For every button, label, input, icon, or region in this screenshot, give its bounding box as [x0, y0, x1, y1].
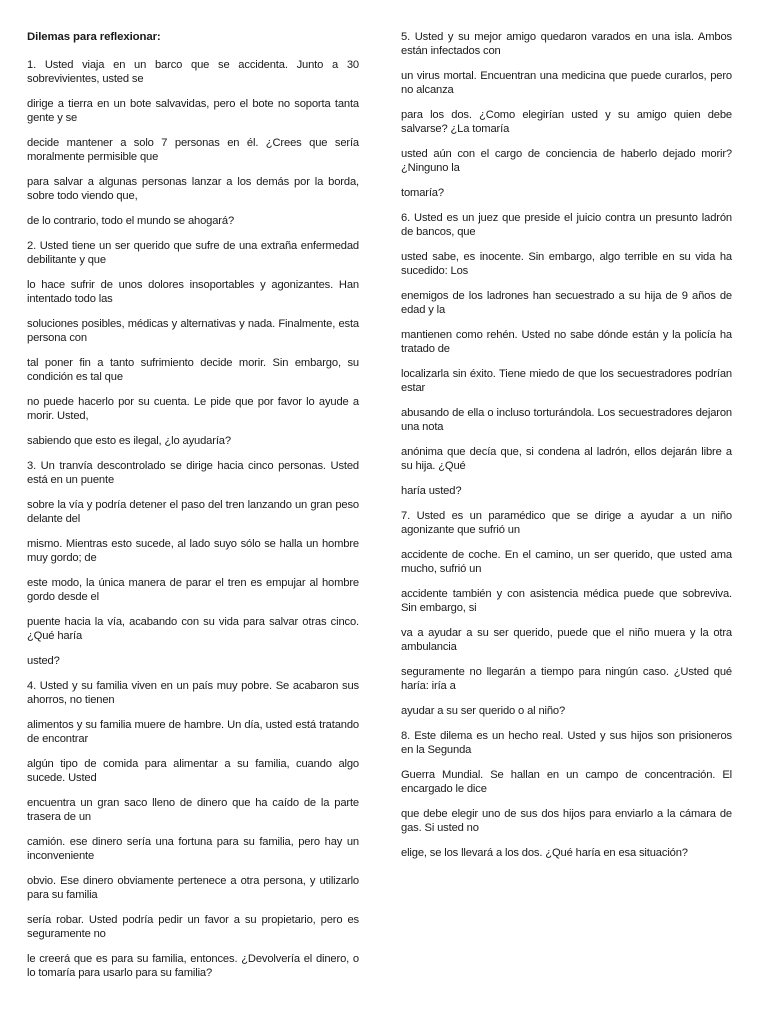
paragraph: abusando de ella o incluso torturándola. Los secuestradores dejaron una nota: [401, 407, 732, 433]
paragraph: anónima que decía que, si condena al ladrón, ellos dejarán libre a su hija. ¿Qué: [401, 446, 732, 472]
paragraph: 4. Usted y su familia viven en un país muy pobre. Se acabaron sus ahorros, no tienen: [27, 680, 359, 706]
paragraph: 2. Usted tiene un ser querido que sufre de una extraña enfermedad debilitante y que: [27, 240, 359, 266]
paragraph: un virus mortal. Encuentran una medicina que puede curarlos, pero no alcanza: [401, 70, 732, 96]
paragraph: decide mantener a solo 7 personas en él. ¿Crees que sería moralmente permisible que: [27, 137, 359, 163]
paragraph: mismo. Mientras esto sucede, al lado suyo sólo se halla un hombre muy gordo; de: [27, 538, 359, 564]
paragraph: de lo contrario, todo el mundo se ahogará?: [27, 215, 235, 227]
paragraph: 3. Un tranvía descontrolado se dirige hacia cinco personas. Usted está en un puente: [27, 460, 359, 486]
paragraph: camión. ese dinero sería una fortuna para su familia, pero hay un inconveniente: [27, 836, 359, 862]
paragraph: puente hacia la vía, acabando con su vida para salvar otras cinco. ¿Qué haría: [27, 616, 359, 642]
paragraph: 8. Este dilema es un hecho real. Usted y sus hijos son prisioneros en la Segunda: [401, 730, 732, 756]
paragraph: no puede hacerlo por su cuenta. Le pide que por favor lo ayude a morir. Usted,: [27, 396, 359, 422]
paragraph: accidente también y con asistencia médica puede que sobreviva. Sin embargo, si: [401, 588, 732, 614]
paragraph: tal poner fin a tanto sufrimiento decide morir. Sin embargo, su condición es tal que: [27, 357, 359, 383]
paragraph: que debe elegir uno de sus dos hijos para enviarlo a la cámara de gas. Si usted no: [401, 808, 732, 834]
paragraph: alimentos y su familia muere de hambre. Un día, usted está tratando de encontrar: [27, 719, 359, 745]
paragraph: este modo, la única manera de parar el tren es empujar al hombre gordo desde el: [27, 577, 359, 603]
paragraph: usted aún con el cargo de conciencia de haberlo dejado morir? ¿Ninguno la: [401, 148, 732, 174]
paragraph: Guerra Mundial. Se hallan en un campo de concentración. El encargado le dice: [401, 769, 732, 795]
paragraph: encuentra un gran saco lleno de dinero que ha caído de la parte trasera de un: [27, 797, 359, 823]
right-column: [401, 30, 732, 871]
paragraph: sobre la vía y podría detener el paso del tren lanzando un gran peso delante del: [27, 499, 359, 525]
paragraph: usted?: [27, 655, 60, 667]
paragraph: elige, se los llevará a los dos. ¿Qué haría en esa situación?: [401, 847, 688, 859]
paragraph: accidente de coche. En el camino, un ser querido, que usted ama mucho, sufrió un: [401, 549, 732, 575]
left-column: [27, 30, 359, 991]
left-paragraphs: [27, 58, 359, 980]
paragraph: 5. Usted y su mejor amigo quedaron varados en una isla. Ambos están infectados con: [401, 31, 732, 57]
paragraph: para salvar a algunas personas lanzar a los demás por la borda, sobre todo viendo que,: [27, 176, 359, 202]
paragraph: mantienen como rehén. Usted no sabe dónde están y la policía ha tratado de: [401, 329, 732, 355]
paragraph: para los dos. ¿Como elegirían usted y su amigo quien debe salvarse? ¿La tomaría: [401, 109, 732, 135]
paragraph: haría usted?: [401, 485, 462, 497]
paragraph: dirige a tierra en un bote salvavidas, pero el bote no soporta tanta gente y se: [27, 98, 359, 124]
paragraph: obvio. Ese dinero obviamente pertenece a otra persona, y utilizarlo para su familia: [27, 875, 359, 901]
paragraph: 6. Usted es un juez que preside el juicio contra un presunto ladrón de bancos, que: [401, 212, 732, 238]
paragraph: lo hace sufrir de unos dolores insoportables y agonizantes. Han intentado todo las: [27, 279, 359, 305]
document-title: Dilemas para reflexionar:: [27, 31, 161, 43]
paragraph: 7. Usted es un paramédico que se dirige a ayudar a un niño agonizante que sufrió un: [401, 510, 732, 536]
paragraph: tomaría?: [401, 187, 444, 199]
paragraph: seguramente no llegarán a tiempo para ningún caso. ¿Usted qué haría: iría a: [401, 666, 732, 692]
paragraph: va a ayudar a su ser querido, puede que el niño muera y la otra ambulancia: [401, 627, 732, 653]
paragraph: le creerá que es para su familia, entonces. ¿Devolvería el dinero, o lo tomaría para usarlo para su familia?: [27, 953, 359, 979]
paragraph: algún tipo de comida para alimentar a su familia, cuando algo sucede. Usted: [27, 758, 359, 784]
paragraph: localizarla sin éxito. Tiene miedo de que los secuestradores podrían estar: [401, 368, 732, 394]
paragraph: sería robar. Usted podría pedir un favor a su propietario, pero es seguramente no: [27, 914, 359, 940]
paragraph: usted sabe, es inocente. Sin embargo, algo terrible en su vida ha sucedido: Los: [401, 251, 732, 277]
paragraph: enemigos de los ladrones han secuestrado a su hija de 9 años de edad y la: [401, 290, 732, 316]
right-paragraphs: [401, 30, 732, 860]
paragraph: sabiendo que esto es ilegal, ¿lo ayudaría?: [27, 435, 231, 447]
paragraph: soluciones posibles, médicas y alternativas y nada. Finalmente, esta persona con: [27, 318, 359, 344]
paragraph: ayudar a su ser querido o al niño?: [401, 705, 566, 717]
paragraph: 1. Usted viaja en un barco que se accidenta. Junto a 30 sobrevivientes, usted se: [27, 59, 359, 85]
